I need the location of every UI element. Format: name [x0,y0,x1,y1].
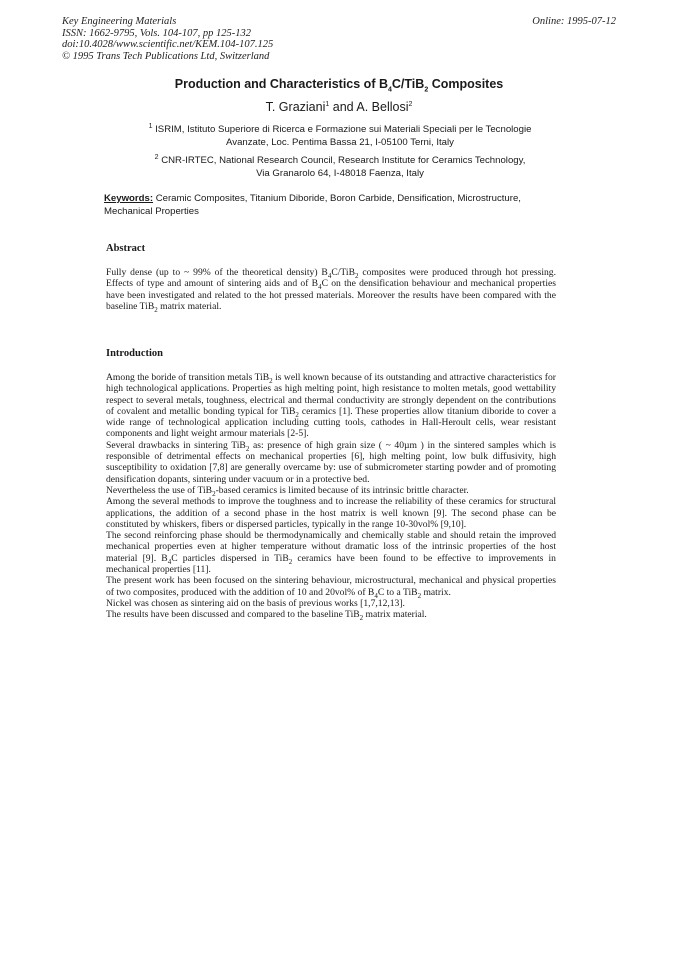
issn-line: ISSN: 1662-9795, Vols. 104-107, pp 125-132 [62,27,251,39]
author-affil-mark: 1 [325,100,330,108]
title-text: C/TiB [391,77,425,91]
keywords-label: Keywords: [104,193,154,204]
introduction-heading: Introduction [106,348,163,359]
intro-paragraph: Among the boride of transition metals TiB$_2$ is well known because of its outstanding and attractive characteristics for high technological applications. Properties as high melting point, high resistance to molten metals, good wettability respect to several metals, toughness, electrical and thermal conductivity are strongly dependent on the contributions of covalent and metallic bonding typical for TiB$_2$ ceramics [1]. These properties allow titanium diboride to cover a wide range of technological application including cutting tools, cathodes in Hall-Heroult cells, wear resistant components and light weight armour materials [2-5]. [106,372,556,440]
title-subscript: 2 [424,86,429,94]
abstract-heading: Abstract [106,243,146,254]
intro-paragraph: Nickel was chosen as sintering aid on the basis of previous works [1,7,12,13]. [106,597,405,609]
affil-mark: 2 [154,153,159,161]
journal-name: Key Engineering Materials [62,16,177,27]
author-name: and A. Bellosi [329,100,409,114]
affiliation-2 [110,155,570,180]
abstract-paragraph: Fully dense (up to ~ 99% of the theoretical density) $B_4C/TiB_2$ composites were produced through hot pressing. Effects of type and amount of sintering aids and of $B_4C$ on the densification behaviour and mechanical properties have been investigated and related to the hot pressed materials. Moreover the results have been compared with the baseline TiB$_2$ matrix material. [106,267,556,314]
paper-title [0,77,678,94]
intro-paragraph: Several drawbacks in sintering TiB$_2$ as: presence of high grain size ( ~ 40µm ) in the sintered samples which is responsible of detrimental effects on mechanical properties [6], high melting point, low bulk diffusivity, high susceptibility to oxidation [7,8] are generally overcame by: use of submicrometer starting powder and of promoting densification dopants, sintering under vacuum or in a protective bed. [106,439,556,485]
title-subscript: 4 [387,86,392,94]
author-list [0,100,678,114]
intro-paragraph: Nevertheless the use of TiB$_2$-based ceramics is limited because of its intrinsic brittle character. [106,484,469,498]
author-name: T. Graziani [265,100,326,114]
author-affil-mark: 2 [408,100,413,108]
abstract-text [106,267,556,312]
affil-mark: 1 [148,122,153,130]
online-date: Online: 1995-07-12 [532,16,616,27]
affiliation-1 [110,124,570,149]
affil-line: Via Granarolo 64, I-48018 Faenza, Italy [256,167,424,179]
intro-paragraph: The second reinforcing phase should be thermodynamically and chemically stable and should retain the improved mechanical properties even at higher temperature without dramatic loss of the intrinsic properties of the host material [9]. $B_4C$ particles dispersed in TiB$_2$ ceramics have been found to be effective to improvements in mechanical properties [11]. [106,530,556,576]
publication-header [62,16,616,62]
affil-line: ISRIM, Istituto Superiore di Ricerca e Formazione sui Materiali Speciali per le Tecnologie [155,124,532,135]
intro-paragraph: The results have been discussed and compared to the baseline TiB$_2$ matrix material. [106,609,427,623]
intro-paragraph: The present work has been focused on the sintering behaviour, microstructural, mechanical and physical properties of two composites, produced with the addition of 10 and 20vol% of $B_4C$ to a TiB$_2$ matrix. [106,575,556,600]
copyright-line: © 1995 Trans Tech Publications Ltd, Switzerland [62,50,270,62]
affil-line: Avanzate, Loc. Pentima Bassa 21, I-05100 Terni, Italy [226,136,454,148]
doi-line: doi:10.4028/www.scientific.net/KEM.104-107.125 [62,39,274,50]
title-text: Production and Characteristics of B [174,77,388,91]
keywords-block [104,193,556,218]
intro-paragraph: Among the several methods to improve the toughness and to increase the reliability of these ceramics for structural applications, the addition of a second phase in the host matrix is well known [9]. The second phase can be constituted by whiskers, fibers or dispersed particles, typically in the range 10-30vol% [9,10]. [106,496,556,530]
introduction-text [106,372,556,621]
keywords-text: Ceramic Composites, Titanium Diboride, Boron Carbide, Densification, Microstructure, Mechanical Properties [104,193,521,217]
title-text: Composites [428,77,504,91]
affil-line: CNR-IRTEC, National Research Council, Research Institute for Ceramics Technology, [161,155,526,166]
